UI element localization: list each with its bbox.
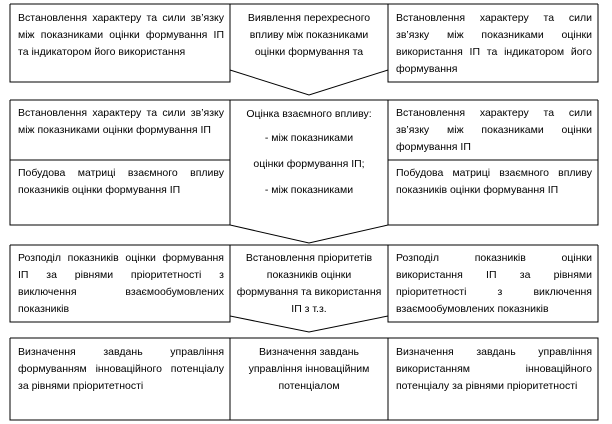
row4-center-text: Визначення завдань управління інноваційним потенціалом — [248, 346, 370, 392]
row2-right-bottom-text: Побудова матриці взаємного впливу показників оцінки формування ІП — [396, 167, 592, 196]
row2-center-line-1: Оцінка взаємного впливу: — [246, 108, 372, 120]
row2-center-line-4: - між показниками — [264, 184, 354, 196]
row4-left-text: Визначення завдань управління формуванням інноваційного потенціалу за рівнями пріоритетності — [18, 346, 224, 392]
row4-right-text: Визначення завдань управління використанням інноваційного потенціалу за рівнями пріоритетності — [396, 346, 592, 392]
row1-center-text: Виявлення перехресного впливу між показниками оцінки формування та — [247, 12, 371, 58]
row2-left-top-text: Встановлення характеру та сили зв’язку між показниками оцінки формування ІП — [18, 107, 224, 136]
row3-right-text: Розподіл показників оцінки використання ІП за рівнями пріоритетності з виключення взаємообумовлених показників — [396, 252, 592, 315]
row2-center-text — [236, 105, 382, 199]
row2-center-line-2: - між показниками — [264, 132, 354, 144]
row1-right-text: Встановлення характеру та сили зв’язку між показниками оцінки використання ІП та індикатором його формування — [396, 12, 592, 75]
row1-left-text: Встановлення характеру та сили зв’язку між показниками оцінки формування ІП та індикатором його використання — [18, 12, 224, 58]
row2-right-top-text: Встановлення характеру та сили зв’язку між показниками оцінки формування ІП — [396, 107, 592, 153]
row2-left-bottom-text: Побудова матриці взаємного впливу показників оцінки формування ІП — [18, 167, 224, 196]
row3-center-text: Встановлення пріоритетів показників оцінки формування та використання ІП з т.з. — [236, 252, 382, 315]
row3-left-text: Розподіл показників оцінки формування ІП за рівнями пріоритетності з виключення взаємообумовлених показників — [18, 252, 224, 315]
row2-center-line-3: оцінки формування ІП; — [253, 158, 365, 170]
